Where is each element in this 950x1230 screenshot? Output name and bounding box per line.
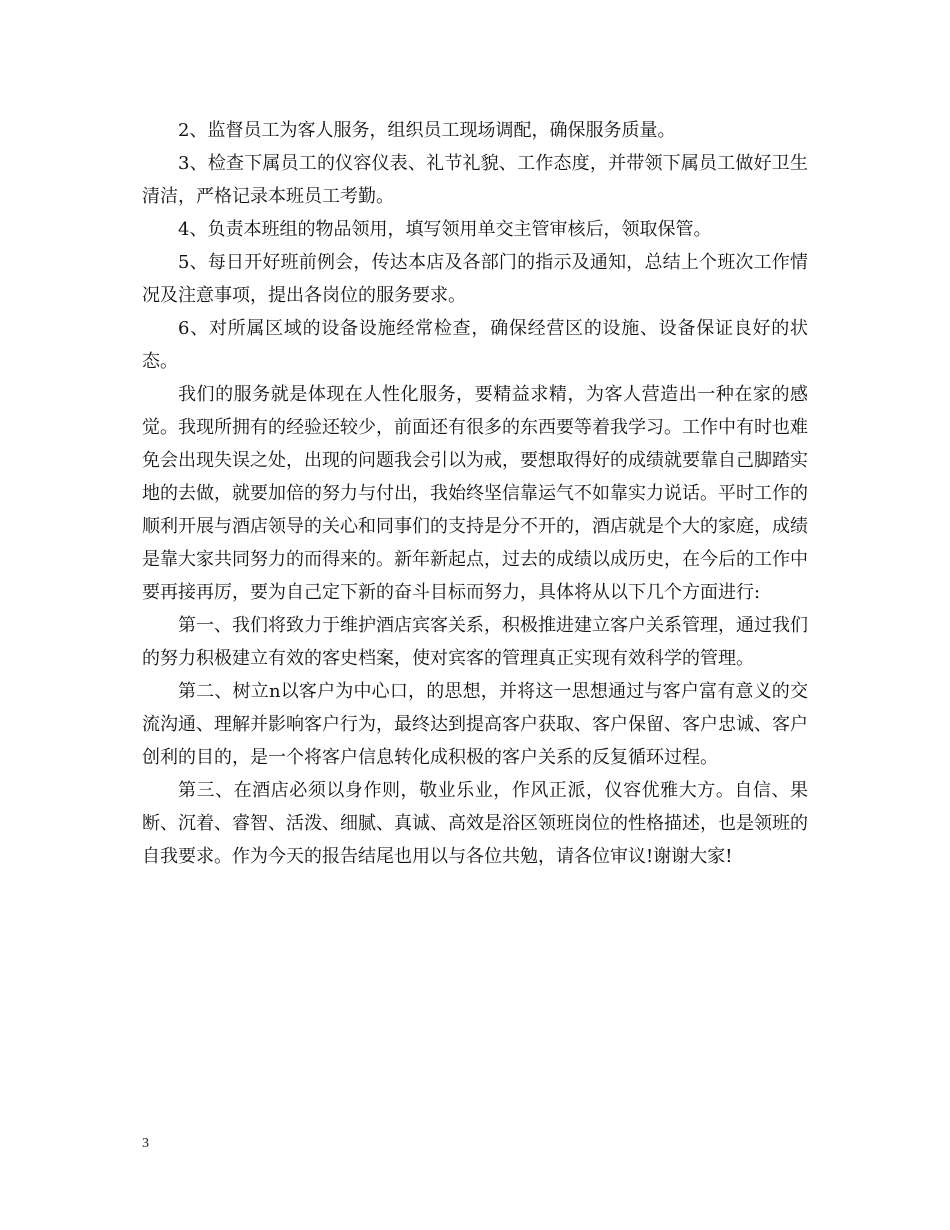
- paragraph-duty-4: 4、负责本班组的物品领用，填写领用单交主管审核后，领取保管。: [178, 219, 712, 240]
- page-number: 3: [142, 1136, 149, 1151]
- paragraph-duty-5: 5、每日开好班前例会，传达本店及各部门的指示及通知，总结上个班次工作情况及注意事项，提出各岗位的服务要求。: [142, 252, 808, 306]
- paragraph-plan-first: 第一、我们将致力于维护酒店宾客关系，积极推进建立客户关系管理，通过我们的努力积极建立有效的客史档案，使对宾客的管理真正实现有效科学的管理。: [142, 615, 808, 669]
- document-body: [142, 114, 808, 873]
- paragraph-plan-third: 第三、在酒店必须以身作则，敬业乐业，作风正派，仪容优雅大方。自信、果断、沉着、睿智、活泼、细腻、真诚、高效是浴区领班岗位的性格描述，也是领班的自我要求。作为今天的报告结尾也用以与各位共勉，请各位审议!谢谢大家!: [142, 780, 808, 867]
- paragraph-duty-3: 3、检查下属员工的仪容仪表、礼节礼貌、工作态度，并带领下属员工做好卫生清洁，严格记录本班员工考勤。: [142, 153, 808, 207]
- paragraph-plan-second: 第二、树立n以客户为中心口，的思想，并将这一思想通过与客户富有意义的交流沟通、理解并影响客户行为，最终达到提高客户获取、客户保留、客户忠诚、客户创利的目的，是一个将客户信息转化成积极的客户关系的反复循环过程。: [142, 681, 808, 768]
- paragraph-service-summary: 我们的服务就是体现在人性化服务，要精益求精，为客人营造出一种在家的感觉。我现所拥有的经验还较少，前面还有很多的东西要等着我学习。工作中有时也难免会出现失误之处，出现的问题我会引以为戒，要想取得好的成绩就要靠自己脚踏实地的去做，就要加倍的努力与付出，我始终坚信靠运气不如靠实力说话。平时工作的顺利开展与酒店领导的关心和同事们的支持是分不开的，酒店就是个大的家庭，成绩是靠大家共同努力的而得来的。新年新起点，过去的成绩以成历史，在今后的工作中要再接再厉，要为自己定下新的奋斗目标而努力，具体将从以下几个方面进行:: [142, 384, 808, 603]
- paragraph-duty-6: 6、对所属区域的设备设施经常检查，确保经营区的设施、设备保证良好的状态。: [142, 318, 808, 372]
- paragraph-duty-2: 2、监督员工为客人服务，组织员工现场调配，确保服务质量。: [178, 120, 676, 141]
